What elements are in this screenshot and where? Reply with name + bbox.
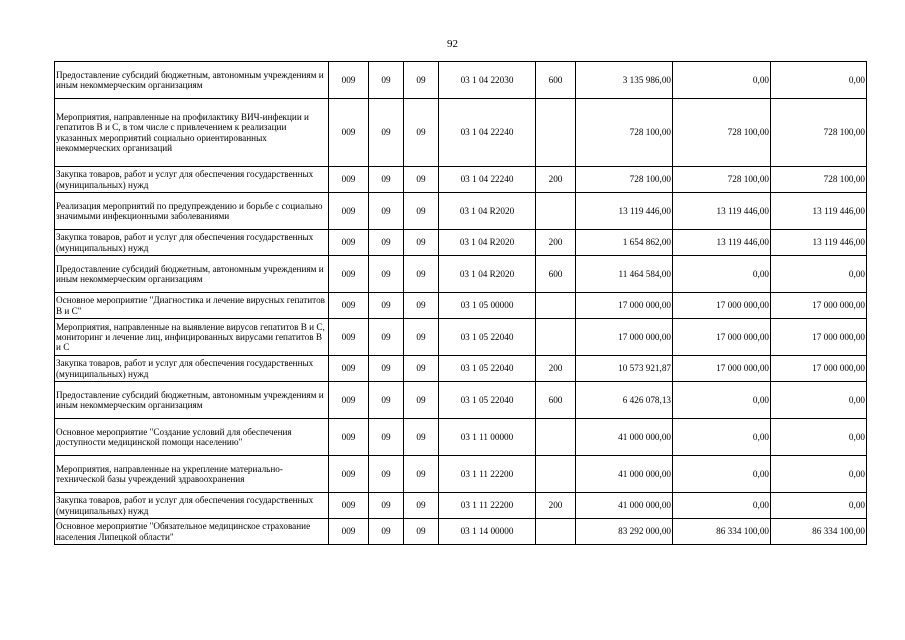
table-row [55,319,867,356]
section-code-cell: 09 [369,356,404,382]
amount-year2-cell: 728 100,00 [673,99,771,167]
row-name-cell: Основное мероприятие "Обязательное медицинское страхование населения Липецкой области" [55,519,329,545]
table-row [55,519,867,545]
target-article-cell: 03 1 04 22240 [439,99,536,167]
amount-year3-cell: 0,00 [771,256,867,293]
amount-year3-cell: 17 000 000,00 [771,356,867,382]
row-name-cell: Мероприятия, направленные на профилактику ВИЧ-инфекции и гепатитов В и С, в том числе с привлечением к реализации указанных мероприятий социально ориентированных некоммерческих организаций [55,99,329,167]
expense-type-cell [536,99,576,167]
ministry-code-cell: 009 [329,99,369,167]
amount-year1-cell: 41 000 000,00 [576,493,673,519]
target-article-cell: 03 1 05 22040 [439,319,536,356]
amount-year2-cell: 17 000 000,00 [673,293,771,319]
amount-year2-cell: 86 334 100,00 [673,519,771,545]
subsection-code-cell: 09 [404,456,439,493]
amount-year1-cell: 41 000 000,00 [576,419,673,456]
amount-year3-cell: 0,00 [771,493,867,519]
expense-type-cell: 200 [536,493,576,519]
subsection-code-cell: 09 [404,167,439,193]
amount-year3-cell: 0,00 [771,382,867,419]
ministry-code-cell: 009 [329,356,369,382]
target-article-cell: 03 1 04 R2020 [439,230,536,256]
ministry-code-cell: 009 [329,230,369,256]
target-article-cell: 03 1 05 22040 [439,356,536,382]
section-code-cell: 09 [369,519,404,545]
row-name-cell: Реализация мероприятий по предупреждению и борьбе с социально значимыми инфекционными заболеваниями [55,193,329,230]
amount-year2-cell: 0,00 [673,456,771,493]
amount-year1-cell: 13 119 446,00 [576,193,673,230]
subsection-code-cell: 09 [404,519,439,545]
row-name-cell: Основное мероприятие "Диагностика и лечение вирусных гепатитов В и С" [55,293,329,319]
table-body [55,62,867,545]
section-code-cell: 09 [369,419,404,456]
target-article-cell: 03 1 04 R2020 [439,193,536,230]
amount-year2-cell: 0,00 [673,382,771,419]
amount-year3-cell: 728 100,00 [771,167,867,193]
amount-year1-cell: 17 000 000,00 [576,293,673,319]
table-row [55,356,867,382]
target-article-cell: 03 1 11 22200 [439,456,536,493]
row-name-cell: Закупка товаров, работ и услуг для обеспечения государственных (муниципальных) нужд [55,493,329,519]
row-name-cell: Мероприятия, направленные на выявление вирусов гепатитов В и С, мониторинг и лечение лиц, инфицированных вирусами гепатитов В и С [55,319,329,356]
amount-year2-cell: 0,00 [673,62,771,99]
subsection-code-cell: 09 [404,256,439,293]
section-code-cell: 09 [369,293,404,319]
amount-year1-cell: 728 100,00 [576,99,673,167]
subsection-code-cell: 09 [404,193,439,230]
amount-year2-cell: 728 100,00 [673,167,771,193]
amount-year2-cell: 0,00 [673,493,771,519]
table-row [55,493,867,519]
amount-year1-cell: 83 292 000,00 [576,519,673,545]
ministry-code-cell: 009 [329,519,369,545]
amount-year2-cell: 13 119 446,00 [673,230,771,256]
amount-year2-cell: 0,00 [673,256,771,293]
expense-type-cell [536,519,576,545]
subsection-code-cell: 09 [404,419,439,456]
row-name-cell: Закупка товаров, работ и услуг для обеспечения государственных (муниципальных) нужд [55,356,329,382]
amount-year3-cell: 17 000 000,00 [771,293,867,319]
expense-type-cell: 600 [536,62,576,99]
expense-type-cell: 200 [536,167,576,193]
section-code-cell: 09 [369,256,404,293]
subsection-code-cell: 09 [404,382,439,419]
amount-year1-cell: 41 000 000,00 [576,456,673,493]
target-article-cell: 03 1 04 22030 [439,62,536,99]
row-name-cell: Предоставление субсидий бюджетным, автономным учреждениям и иным некоммерческим организациям [55,256,329,293]
subsection-code-cell: 09 [404,293,439,319]
table-row [55,167,867,193]
row-name-cell: Закупка товаров, работ и услуг для обеспечения государственных (муниципальных) нужд [55,167,329,193]
subsection-code-cell: 09 [404,230,439,256]
row-name-cell: Предоставление субсидий бюджетным, автономным учреждениям и иным некоммерческим организациям [55,382,329,419]
ministry-code-cell: 009 [329,319,369,356]
amount-year3-cell: 0,00 [771,62,867,99]
table-row [55,382,867,419]
ministry-code-cell: 009 [329,493,369,519]
amount-year3-cell: 13 119 446,00 [771,230,867,256]
table-row [55,99,867,167]
section-code-cell: 09 [369,319,404,356]
amount-year2-cell: 17 000 000,00 [673,319,771,356]
table-row [55,419,867,456]
ministry-code-cell: 009 [329,193,369,230]
ministry-code-cell: 009 [329,382,369,419]
amount-year3-cell: 17 000 000,00 [771,319,867,356]
section-code-cell: 09 [369,456,404,493]
ministry-code-cell: 009 [329,456,369,493]
subsection-code-cell: 09 [404,319,439,356]
table-row [55,256,867,293]
target-article-cell: 03 1 04 R2020 [439,256,536,293]
target-article-cell: 03 1 11 00000 [439,419,536,456]
amount-year1-cell: 10 573 921,87 [576,356,673,382]
row-name-cell: Предоставление субсидий бюджетным, автономным учреждениям и иным некоммерческим организациям [55,62,329,99]
amount-year1-cell: 1 654 862,00 [576,230,673,256]
amount-year2-cell: 13 119 446,00 [673,193,771,230]
section-code-cell: 09 [369,193,404,230]
page-number: 92 [447,38,458,50]
ministry-code-cell: 009 [329,293,369,319]
amount-year1-cell: 11 464 584,00 [576,256,673,293]
amount-year1-cell: 728 100,00 [576,167,673,193]
section-code-cell: 09 [369,99,404,167]
expense-type-cell: 200 [536,230,576,256]
section-code-cell: 09 [369,167,404,193]
section-code-cell: 09 [369,230,404,256]
target-article-cell: 03 1 14 00000 [439,519,536,545]
amount-year1-cell: 17 000 000,00 [576,319,673,356]
expense-type-cell [536,293,576,319]
expense-type-cell: 200 [536,356,576,382]
expense-type-cell: 600 [536,382,576,419]
budget-table [54,61,867,545]
amount-year3-cell: 728 100,00 [771,99,867,167]
table-row [55,62,867,99]
expense-type-cell [536,193,576,230]
table-row [55,456,867,493]
section-code-cell: 09 [369,493,404,519]
target-article-cell: 03 1 05 22040 [439,382,536,419]
subsection-code-cell: 09 [404,356,439,382]
table-row [55,230,867,256]
amount-year3-cell: 0,00 [771,456,867,493]
expense-type-cell [536,456,576,493]
ministry-code-cell: 009 [329,62,369,99]
expense-type-cell: 600 [536,256,576,293]
subsection-code-cell: 09 [404,493,439,519]
amount-year2-cell: 17 000 000,00 [673,356,771,382]
amount-year1-cell: 6 426 078,13 [576,382,673,419]
amount-year3-cell: 13 119 446,00 [771,193,867,230]
target-article-cell: 03 1 04 22240 [439,167,536,193]
expense-type-cell [536,419,576,456]
row-name-cell: Закупка товаров, работ и услуг для обеспечения государственных (муниципальных) нужд [55,230,329,256]
section-code-cell: 09 [369,62,404,99]
subsection-code-cell: 09 [404,99,439,167]
amount-year2-cell: 0,00 [673,419,771,456]
row-name-cell: Основное мероприятие "Создание условий для обеспечения доступности медицинской помощи населению" [55,419,329,456]
ministry-code-cell: 009 [329,256,369,293]
table-row [55,193,867,230]
target-article-cell: 03 1 05 00000 [439,293,536,319]
ministry-code-cell: 009 [329,419,369,456]
ministry-code-cell: 009 [329,167,369,193]
target-article-cell: 03 1 11 22200 [439,493,536,519]
section-code-cell: 09 [369,382,404,419]
subsection-code-cell: 09 [404,62,439,99]
amount-year3-cell: 86 334 100,00 [771,519,867,545]
amount-year3-cell: 0,00 [771,419,867,456]
expense-type-cell [536,319,576,356]
amount-year1-cell: 3 135 986,00 [576,62,673,99]
table-row [55,293,867,319]
row-name-cell: Мероприятия, направленные на укрепление материально-технической базы учреждений здравоохранения [55,456,329,493]
